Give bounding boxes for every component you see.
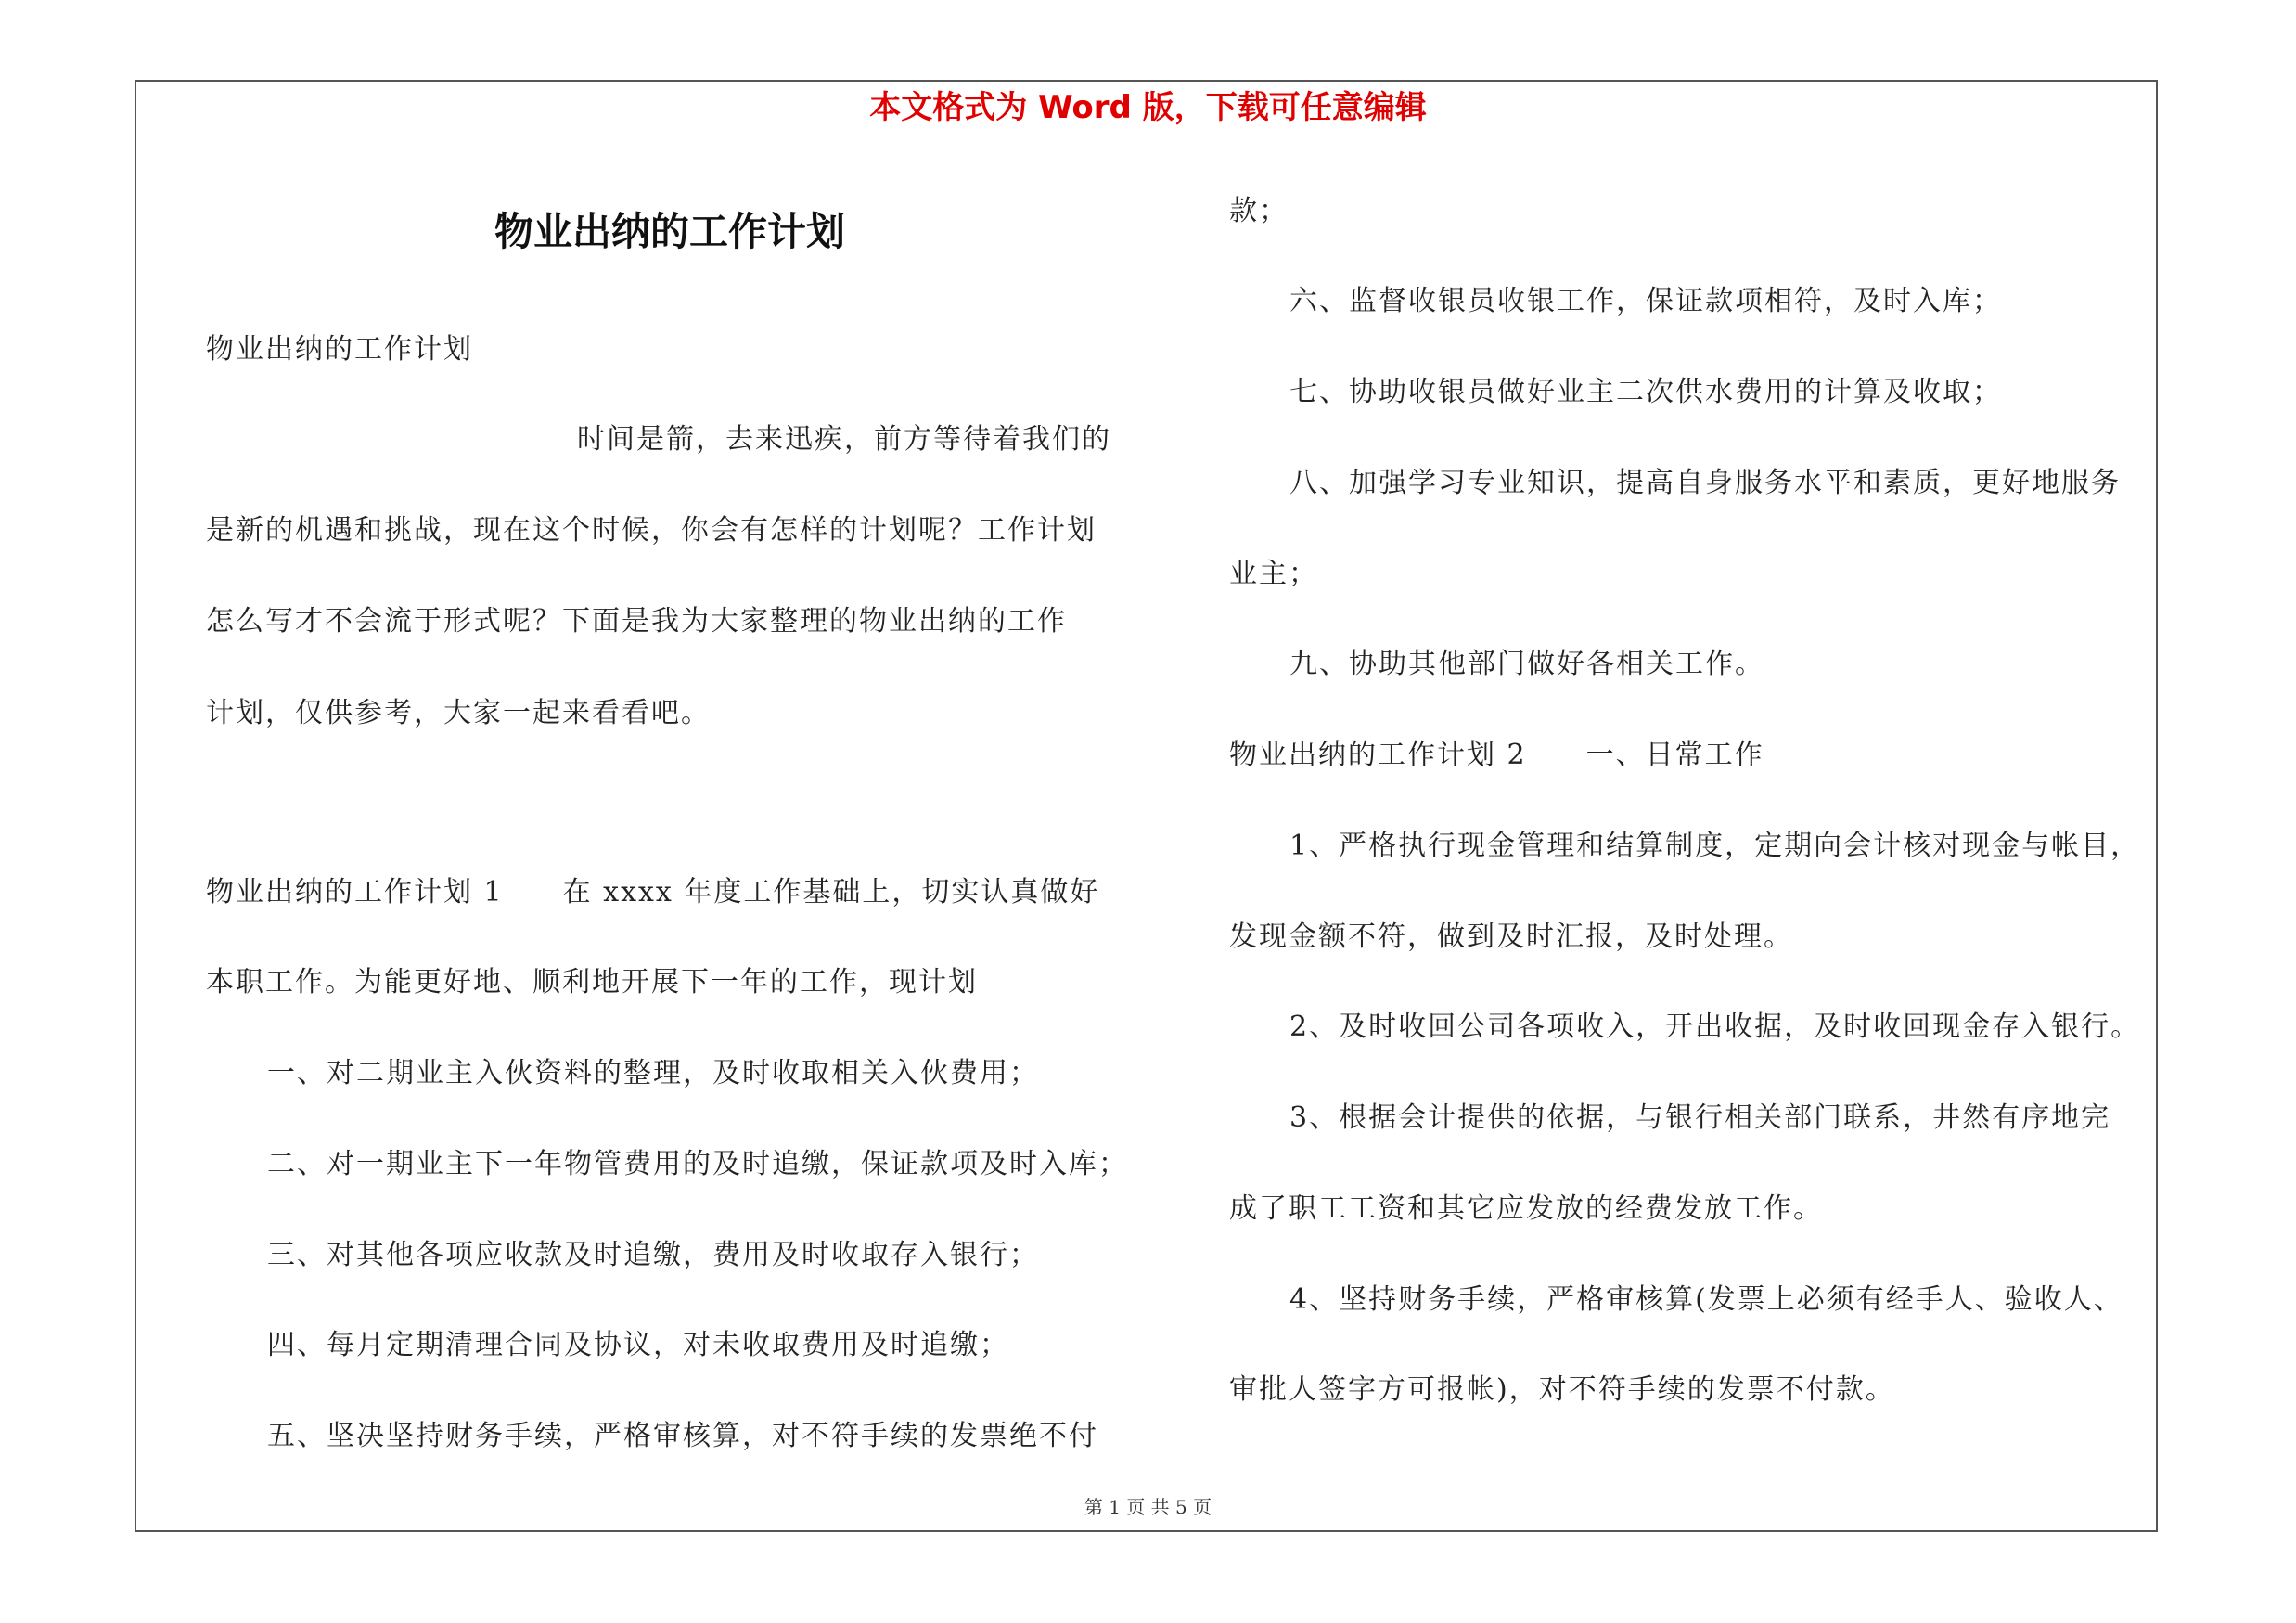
left-line-10: 三、对其他各项应收款及时追缴，费用及时收取存入银行； — [267, 1239, 1039, 1271]
right-line-2: 六、监督收银员收银工作，保证款项相符，及时入库； — [1289, 285, 2002, 317]
left-line-4: 怎么写才不会流于形式呢？下面是我为大家整理的物业出纳的工作 — [206, 605, 1067, 638]
right-line-12: 成了职工工资和其它应发放的经费发放工作。 — [1229, 1192, 1823, 1225]
right-line-13: 4、坚持财务手续，严格审核算(发票上必须有经手人、验收人、 — [1289, 1283, 2123, 1316]
right-line-10: 2、及时收回公司各项收入，开出收据，及时收回现金存入银行。 — [1289, 1011, 2141, 1043]
right-line-6: 九、协助其他部门做好各相关工作。 — [1289, 648, 1764, 680]
left-line-12: 五、坚决坚持财务手续，严格审核算，对不符手续的发票绝不付 — [267, 1420, 1098, 1452]
document-title: 物业出纳的工作计划 — [494, 209, 845, 254]
left-line-3: 是新的机遇和挑战，现在这个时候，你会有怎样的计划呢？工作计划 — [206, 514, 1097, 547]
page-number: 第 1 页 共 5 页 — [1084, 1496, 1212, 1518]
right-line-14: 审批人签字方可报帐)，对不符手续的发票不付款。 — [1229, 1373, 1895, 1406]
format-banner: 本文格式为 Word 版，下载可任意编辑 — [869, 89, 1427, 126]
left-line-6: 物业出纳的工作计划 1 在 xxxx 年度工作基础上，切实认真做好 — [206, 876, 1100, 908]
right-line-9: 发现金额不符，做到及时汇报，及时处理。 — [1229, 921, 1793, 953]
right-line-11: 3、根据会计提供的依据，与银行相关部门联系，井然有序地完 — [1289, 1101, 2111, 1134]
left-line-7: 本职工作。为能更好地、顺利地开展下一年的工作，现计划 — [206, 966, 978, 998]
right-line-8: 1、严格执行现金管理和结算制度，定期向会计核对现金与帐目， — [1289, 830, 2141, 862]
left-line-11: 四、每月定期清理合同及协议，对未收取费用及时追缴； — [267, 1329, 1009, 1361]
left-line-2: 时间是箭，去来迅疾，前方等待着我们的 — [577, 423, 1111, 456]
right-line-4: 八、加强学习专业知识，提高自身服务水平和素质，更好地服务 — [1289, 467, 2121, 499]
right-line-1: 款； — [1229, 195, 1289, 227]
right-line-7: 物业出纳的工作计划 2 一、日常工作 — [1229, 739, 1764, 771]
left-line-9: 二、对一期业主下一年物管费用的及时追缴，保证款项及时入库； — [267, 1148, 1128, 1180]
right-line-3: 七、协助收银员做好业主二次供水费用的计算及收取； — [1289, 376, 2002, 408]
left-line-5: 计划，仅供参考，大家一起来看看吧。 — [206, 697, 711, 729]
left-line-1: 物业出纳的工作计划 — [206, 333, 473, 366]
right-line-5: 业主； — [1229, 558, 1318, 590]
left-line-8: 一、对二期业主入伙资料的整理，及时收取相关入伙费用； — [267, 1057, 1039, 1089]
